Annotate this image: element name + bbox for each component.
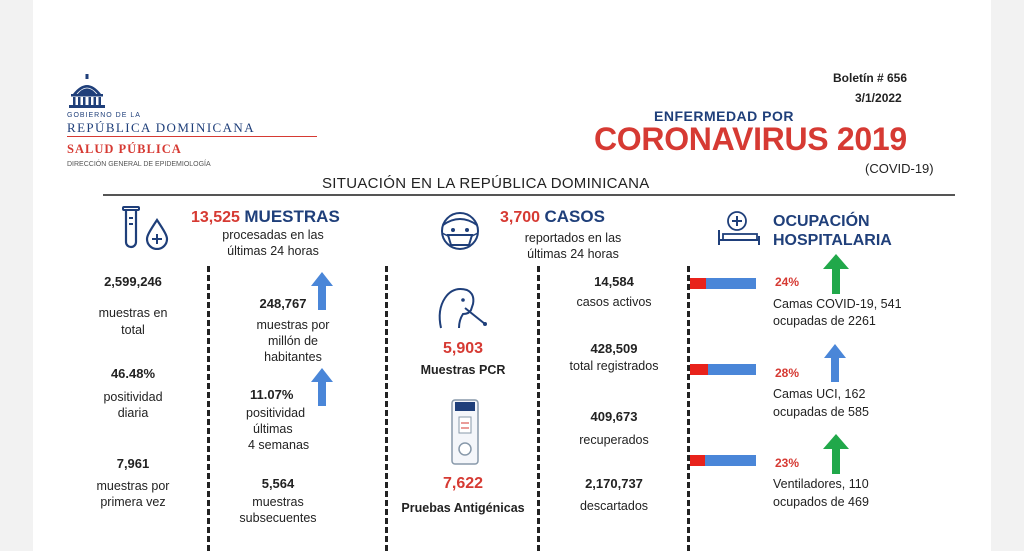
- divider-3: [537, 266, 540, 551]
- divider-4: [687, 266, 690, 551]
- positivity-4w-label-2: últimas: [253, 422, 293, 436]
- daily-positivity-label-2: diaria: [117, 406, 149, 420]
- antigen-value: 7,622: [442, 475, 484, 492]
- ministry-name: SALUD PÚBLICA: [67, 142, 182, 156]
- per-million-value: 248,767: [259, 296, 307, 311]
- subsequent-value: 5,564: [261, 476, 295, 491]
- antigen-label: Pruebas Antigénicas: [401, 501, 525, 515]
- arrow-up-icon: [311, 272, 333, 310]
- title-small: ENFERMEDAD POR: [654, 108, 795, 124]
- subsequent-label-1: muestras: [252, 495, 304, 509]
- ventilators-percent: 23%: [775, 456, 800, 470]
- title-big: CORONAVIRUS 2019: [594, 121, 907, 157]
- recovered-value: 409,673: [590, 409, 638, 424]
- covid-beds-label-1: Camas COVID-19, 541: [773, 297, 902, 311]
- hospital-bed-icon: [717, 210, 761, 246]
- occupancy-bar-fill: [690, 364, 708, 375]
- department-name: DIRECCIÓN GENERAL DE EPIDEMIOLOGÍA: [67, 161, 211, 168]
- ventilators-label-2: ocupados de 469: [773, 495, 869, 509]
- total-samples-label-2: total: [121, 323, 145, 337]
- icu-beds-label-2: ocupadas de 585: [773, 405, 869, 419]
- arrow-up-icon: [311, 368, 333, 406]
- masked-face-icon: [436, 207, 484, 255]
- first-time-label-2: primera vez: [100, 495, 166, 509]
- section-title: SITUACIÓN EN LA REPÚBLICA DOMINICANA: [322, 175, 650, 192]
- cases-head-number: 3,700: [500, 209, 541, 226]
- hospital-title-1: OCUPACIÓN: [773, 213, 870, 230]
- occupancy-bar-fill: [690, 455, 705, 466]
- first-time-value: 7,961: [116, 456, 150, 471]
- gov-line-1: GOBIERNO DE LA: [67, 112, 141, 119]
- bulletin-date: 3/1/2022: [855, 91, 902, 105]
- samples-head-number: 13,525: [191, 209, 240, 226]
- total-cases-value: 428,509: [590, 341, 638, 356]
- discarded-label: descartados: [579, 499, 649, 513]
- occupancy-bar-fill: [690, 278, 706, 289]
- cases-head-desc-2: últimas 24 horas: [527, 247, 619, 261]
- icu-beds-label-1: Camas UCI, 162: [773, 387, 866, 401]
- hospital-title-2: HOSPITALARIA: [773, 232, 892, 249]
- cases-head-desc-1: reportados en las: [524, 231, 622, 245]
- government-logo-icon: [67, 74, 107, 110]
- active-cases-label: casos activos: [576, 295, 652, 309]
- title-sub: (COVID-19): [865, 161, 934, 176]
- total-samples-label-1: muestras en: [98, 306, 168, 320]
- nasal-swab-icon: [435, 280, 487, 330]
- daily-positivity-value: 46.48%: [110, 366, 156, 381]
- recovered-label: recuperados: [579, 433, 649, 447]
- section-divider: [103, 194, 955, 196]
- occupancy-bar: [690, 364, 756, 375]
- blood-drop-icon: [144, 218, 170, 250]
- ventilators-label-1: Ventiladores, 110: [773, 477, 869, 491]
- icu-beds-percent: 28%: [775, 366, 800, 380]
- positivity-4w-value: 11.07%: [250, 387, 294, 402]
- total-samples-value: 2,599,246: [104, 274, 162, 289]
- gov-line-2: REPÚBLICA DOMINICANA: [67, 120, 255, 135]
- divider-1: [207, 266, 210, 551]
- arrow-up-green-icon: [823, 434, 849, 474]
- subsequent-label-2: subsecuentes: [239, 511, 317, 525]
- samples-head-desc-2: últimas 24 horas: [227, 244, 319, 258]
- arrow-up-blue-icon: [824, 344, 846, 382]
- daily-positivity-label-1: positividad: [103, 390, 163, 404]
- cases-headline: [500, 207, 605, 227]
- active-cases-value: 14,584: [594, 274, 634, 289]
- per-million-label-2: millón de: [267, 334, 319, 348]
- covid-beds-percent: 24%: [775, 275, 800, 289]
- total-cases-label: total registrados: [569, 359, 659, 373]
- discarded-value: 2,170,737: [585, 476, 643, 491]
- logo-divider: [67, 136, 317, 137]
- covid-beds-label-2: ocupadas de 2261: [773, 314, 876, 328]
- pcr-value: 5,903: [442, 340, 484, 357]
- samples-head-desc-1: procesadas en las: [222, 228, 324, 242]
- cases-head-label: CASOS: [544, 207, 605, 226]
- occupancy-bar: [690, 278, 756, 289]
- per-million-label-1: muestras por: [256, 318, 330, 332]
- antigen-test-kit-icon: [451, 399, 479, 465]
- samples-headline: [191, 207, 340, 227]
- bulletin-page: [33, 0, 991, 551]
- occupancy-bar: [690, 455, 756, 466]
- positivity-4w-label-1: positividad: [246, 406, 306, 420]
- samples-head-label: MUESTRAS: [244, 207, 340, 226]
- first-time-label-1: muestras por: [96, 479, 170, 493]
- arrow-up-green-icon: [823, 254, 849, 294]
- per-million-label-3: habitantes: [264, 350, 322, 364]
- bulletin-number: Boletín # 656: [833, 71, 908, 85]
- positivity-4w-label-3: 4 semanas: [248, 438, 310, 452]
- test-tube-icon: [121, 206, 145, 250]
- pcr-label: Muestras PCR: [420, 363, 506, 377]
